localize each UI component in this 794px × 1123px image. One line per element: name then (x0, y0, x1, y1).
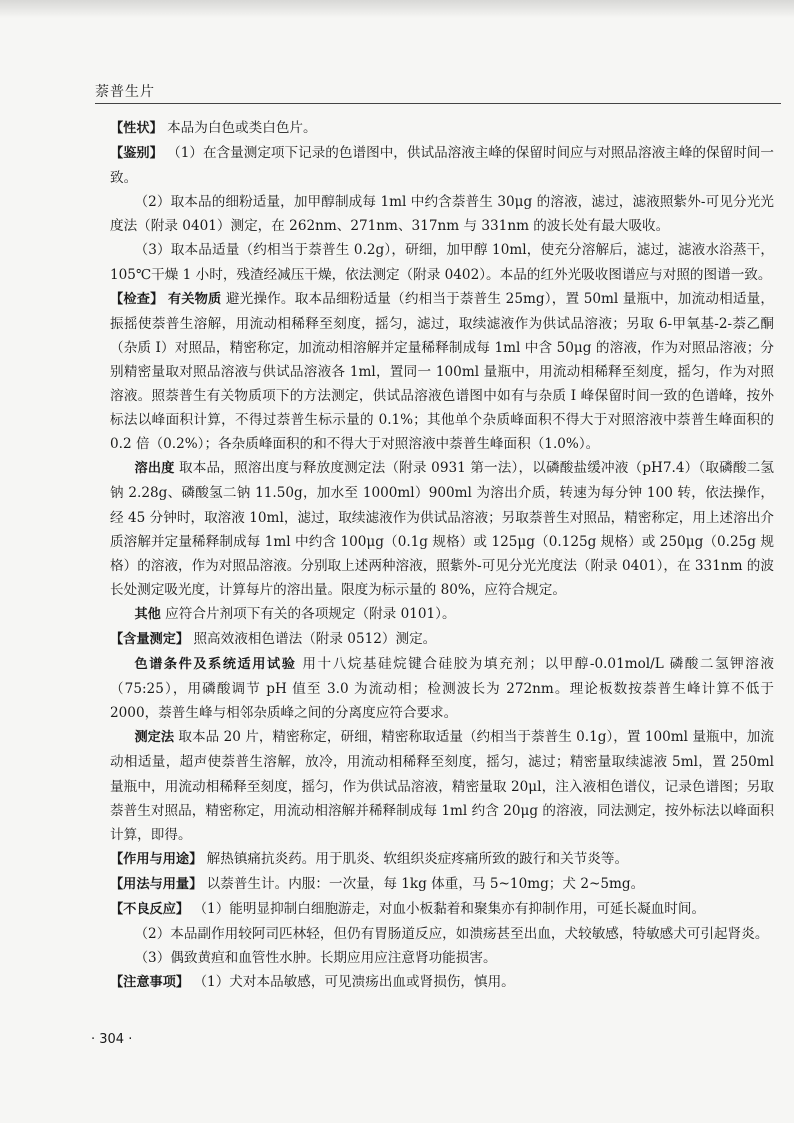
section-properties (110, 116, 774, 141)
paragraph: 用十八烷基硅烷键合硅胶为填充剂；以甲醇-0.01mol/L 磷酸二氢钾溶液（75:25），用磷酸调节 pH 值至 3.0 为流动相；检测波长为 272nm。理论板数按萘普生峰计算不低于 2000，萘普生峰与相邻杂质峰之间的分离度应符合要求。 (110, 656, 775, 722)
subsection-label: 溶出度 (134, 461, 175, 477)
subsection-label: 色谱条件及系统适用试验 (134, 657, 297, 673)
paragraph: 取本品 20 片，精密称定，研细，精密称取适量（约相当于萘普生 0.1g），置 100ml 量瓶中，加流动相适量，超声使萘普生溶解，放冷，用流动相稀释至刻度，摇匀，滤过；精密量取续滤液 5ml，置 250ml 量瓶中，用流动相稀释至刻度，摇匀，作为供试品溶液，精密量取 20μl，注入液相色谱仪，记录色谱图；另取萘普生对照品，精密称定，用流动相溶解并稀释制成每 1ml 约含 20μg 的溶液，同法测定，按外标法以峰面积计算，即得。 (110, 729, 774, 843)
subsection-dissolution (110, 456, 774, 602)
section-label: 【鉴别】 (110, 146, 163, 162)
page-number: · 304 · (91, 1032, 133, 1047)
paragraph: 解热镇痛抗炎药。用于肌炎、软组织炎症疼痛所致的跛行和关节炎等。 (206, 850, 629, 867)
section-dosage (110, 872, 774, 897)
paragraph: （1）能明显抑制白细胞游走，对血小板黏着和聚集亦有抑制作用，可延长凝血时间。 (193, 901, 706, 917)
subsection-label: 测定法 (134, 730, 175, 746)
paragraph: 照高效液相色谱法（附录 0512）测定。 (193, 630, 437, 647)
subsection-method (110, 725, 774, 846)
section-label: 【含量测定】 (110, 631, 190, 647)
paragraph: （1）犬对本品敏感，可见溃疡出血或肾损伤，慎用。 (193, 974, 515, 991)
paragraph: 以萘普生计。内服：一次量，每 1kg 体重，马 5~10mg；犬 2~5mg。 (206, 875, 645, 892)
section-label: 【检查】 (110, 291, 164, 307)
section-assay (110, 627, 774, 652)
paragraph: （1）在含量测定项下记录的色谱图中，供试品溶液主峰的保留时间应与对照品溶液主峰的保留时间一致。 (110, 145, 774, 187)
paragraph: 取本品，照溶出度与释放度测定法（附录 0931 第一法），以磷酸盐缓冲液（pH7.4）（取磷酸二氢钠 2.28g、磷酸氢二钠 11.50g，加水至 1000ml）900ml 为溶出介质，转速为每分钟 100 转，依法操作，经 45 分钟时，取溶液 10ml，滤过，取续滤液作为供试品溶液；另取萘普生对照品，精密称定，用上述溶出介质溶解并定量稀释制成每 1ml 中约含 100μg（0.1g 规格）或 125μg（0.125g 规格）或 250μg（0.25g 规格）的溶液，作为对照品溶液。分别取上述两种溶液，照紫外-可见分光光度法（附录 0401），在 331nm 的波长处测定吸光度，计算每片的溶出量。限度为标示量的 80%，应符合规定。 (110, 460, 775, 598)
running-head: 萘普生片 (95, 84, 155, 100)
section-label: 【用法与用量】 (110, 876, 203, 892)
section-adverse-reactions (110, 897, 774, 922)
section-inspection (110, 287, 774, 457)
section-identification (110, 141, 774, 190)
paragraph: （3）偶致黄疸和血管性水肿。长期应用应注意肾功能损害。 (134, 950, 497, 967)
paragraph: （2）本品副作用较阿司匹林轻，但仍有胃肠道反应，如溃疡甚至出血，犬较敏感，特敏感犬可引起肾炎。 (134, 926, 769, 943)
subsection-chromatography (110, 652, 774, 725)
section-precautions (110, 970, 774, 995)
section-label: 【不良反应】 (110, 902, 190, 917)
section-label: 【注意事项】 (110, 975, 190, 991)
section-action-use (110, 847, 774, 872)
subsection-other (110, 602, 774, 627)
header-rule (95, 103, 781, 104)
section-label: 【性状】 (110, 121, 163, 136)
scan-top-edge (0, 0, 794, 18)
section-label: 【作用与用途】 (110, 851, 203, 867)
paragraph: （3）取本品适量（约相当于萘普生 0.2g），研细，加甲醇 10ml，使充分溶解后，滤过，滤液水浴蒸干，105℃干燥 1 小时，残渣经减压干燥，依法测定（附录 0402）。本品的红外光吸收图谱应与对照的图谱一致。 (110, 242, 774, 283)
paragraph: 避光操作。取本品细粉适量（约相当于萘普生 25mg），置 50ml 量瓶中，加流动相适量，振摇使萘普生溶解，用流动相稀释至刻度，摇匀，滤过，取续滤液作为供试品溶液；另取 6-甲氧基-2-萘乙酮（杂质 I）对照品，精密称定，加流动相溶解并定量稀释制成每 1ml 中含 50μg 的溶液，作为对照品溶液；分别精密量取对照品溶液与供试品溶液各 1ml，置同一 100ml 量瓶中，用流动相稀释至刻度，摇匀，作为对照溶液。照萘普生有关物质项下的方法测定，供试品溶液色谱图中如有与杂质 I 峰保留时间一致的色谱峰，按外标法以峰面积计算，不得过萘普生标示量的 0.1%；其他单个杂质峰面积不得大于对照溶液中萘普生峰面积的 0.2 倍（0.2%）；各杂质峰面积的和不得大于对照溶液中萘普生峰面积（1.0%）。 (110, 290, 774, 453)
section-text: 本品为白色或类白色片。 (167, 120, 317, 136)
subsection-label: 有关物质 (167, 291, 222, 307)
body-text (110, 116, 774, 995)
paragraph: 应符合片剂项下有关的各项规定（附录 0101）。 (165, 605, 456, 622)
paragraph: （2）取本品的细粉适量，加甲醇制成每 1ml 中约含萘普生 30μg 的溶液，滤过，滤液照紫外-可见分光光度法（附录 0401）测定，在 262nm、271nm、317nm 与 331nm 的波长处有最大吸收。 (110, 194, 774, 235)
subsection-label: 其他 (134, 606, 161, 622)
